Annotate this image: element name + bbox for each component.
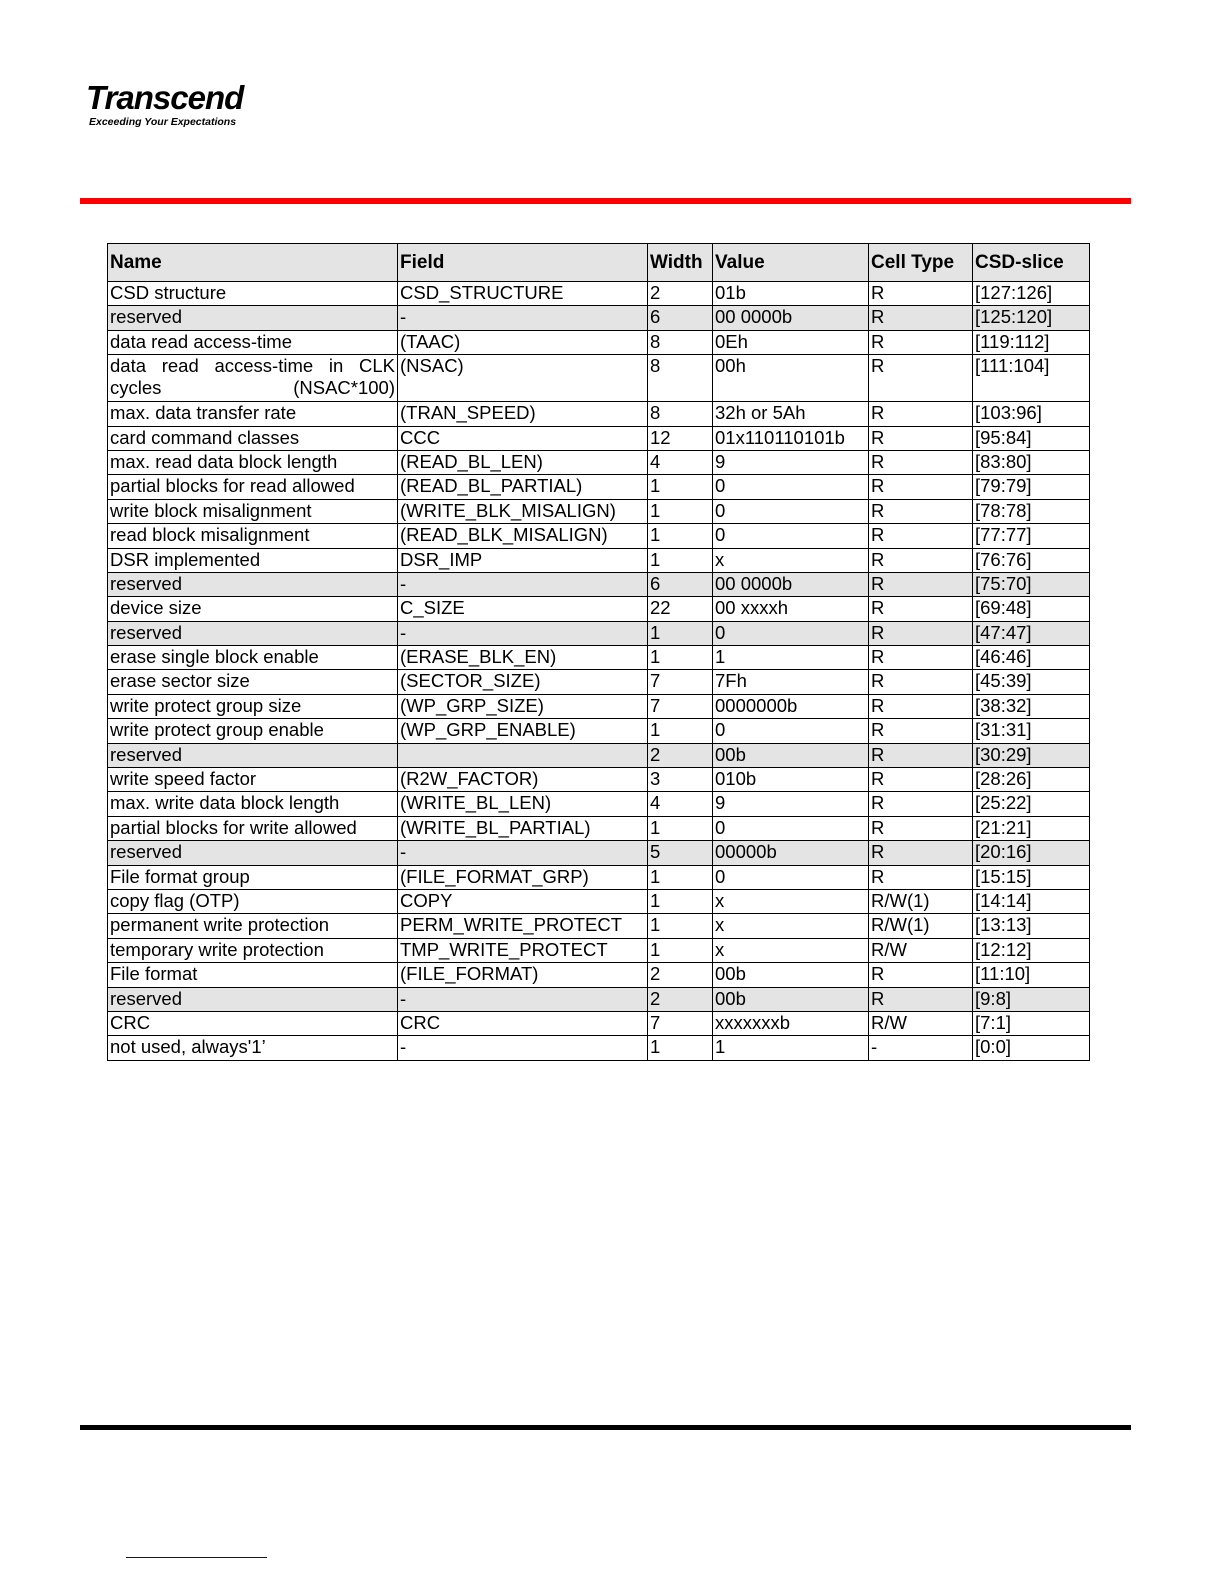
cell-width: 1 xyxy=(648,719,713,743)
cell-name: reserved xyxy=(108,572,398,596)
cell-field: TMP_WRITE_PROTECT xyxy=(398,938,648,962)
logo-wordmark: Transcend xyxy=(86,79,244,116)
cell-slice: [38:32] xyxy=(973,694,1090,718)
cell-value: 00 xxxxh xyxy=(713,597,869,621)
cell-width: 8 xyxy=(648,402,713,426)
cell-slice: [14:14] xyxy=(973,889,1090,913)
cell-slice: [76:76] xyxy=(973,548,1090,572)
table-row xyxy=(108,355,1090,402)
cell-slice: [21:21] xyxy=(973,816,1090,840)
cell-field: CCC xyxy=(398,426,648,450)
cell-type: R xyxy=(869,330,973,354)
cell-value: x xyxy=(713,914,869,938)
header-divider xyxy=(80,198,1131,204)
cell-slice: [47:47] xyxy=(973,621,1090,645)
cell-slice: [46:46] xyxy=(973,646,1090,670)
cell-name: reserved xyxy=(108,306,398,330)
cell-name: CRC xyxy=(108,1011,398,1035)
cell-width: 1 xyxy=(648,548,713,572)
cell-type: R xyxy=(869,621,973,645)
cell-slice: [95:84] xyxy=(973,426,1090,450)
cell-name: reserved xyxy=(108,987,398,1011)
cell-slice: [13:13] xyxy=(973,914,1090,938)
cell-name: data read access-time xyxy=(108,330,398,354)
table-row xyxy=(108,330,1090,354)
table-row xyxy=(108,889,1090,913)
cell-width: 8 xyxy=(648,355,713,402)
cell-slice: [7:1] xyxy=(973,1011,1090,1035)
cell-width: 7 xyxy=(648,1011,713,1035)
cell-width: 1 xyxy=(648,646,713,670)
cell-value: 00b xyxy=(713,743,869,767)
cell-type: R xyxy=(869,524,973,548)
cell-value: 1 xyxy=(713,1036,869,1060)
cell-slice: [69:48] xyxy=(973,597,1090,621)
cell-value: 0Eh xyxy=(713,330,869,354)
cell-value: 00b xyxy=(713,963,869,987)
cell-name: File format group xyxy=(108,865,398,889)
cell-value: 1 xyxy=(713,646,869,670)
cell-width: 7 xyxy=(648,694,713,718)
cell-name: reserved xyxy=(108,841,398,865)
cell-type: R xyxy=(869,987,973,1011)
cell-type: R xyxy=(869,426,973,450)
cell-slice: [75:70] xyxy=(973,572,1090,596)
cell-name: DSR implemented xyxy=(108,548,398,572)
cell-slice: [12:12] xyxy=(973,938,1090,962)
cell-name: write protect group enable xyxy=(108,719,398,743)
cell-width: 2 xyxy=(648,743,713,767)
cell-field: - xyxy=(398,841,648,865)
cell-value: 7Fh xyxy=(713,670,869,694)
cell-width: 4 xyxy=(648,450,713,474)
cell-width: 2 xyxy=(648,963,713,987)
cell-slice: [103:96] xyxy=(973,402,1090,426)
cell-field: (TAAC) xyxy=(398,330,648,354)
cell-value: xxxxxxxb xyxy=(713,1011,869,1035)
cell-type: R/W(1) xyxy=(869,914,973,938)
cell-field: - xyxy=(398,572,648,596)
table-row xyxy=(108,402,1090,426)
cell-type: R xyxy=(869,572,973,596)
table-row xyxy=(108,816,1090,840)
cell-type: R xyxy=(869,841,973,865)
cell-slice: [25:22] xyxy=(973,792,1090,816)
cell-name: read block misalignment xyxy=(108,524,398,548)
table-row xyxy=(108,743,1090,767)
cell-name: write protect group size xyxy=(108,694,398,718)
cell-type: R xyxy=(869,792,973,816)
header-csd-slice: CSD-slice xyxy=(973,244,1090,282)
table-row xyxy=(108,865,1090,889)
table-row xyxy=(108,719,1090,743)
cell-field: - xyxy=(398,306,648,330)
table-row xyxy=(108,572,1090,596)
cell-name: write block misalignment xyxy=(108,499,398,523)
cell-width: 1 xyxy=(648,914,713,938)
table-row xyxy=(108,426,1090,450)
cell-value: 010b xyxy=(713,768,869,792)
cell-name: permanent write protection xyxy=(108,914,398,938)
cell-name xyxy=(108,355,398,402)
cell-width: 6 xyxy=(648,572,713,596)
cell-width: 2 xyxy=(648,282,713,306)
cell-field: C_SIZE xyxy=(398,597,648,621)
cell-field: - xyxy=(398,987,648,1011)
cell-type: R xyxy=(869,597,973,621)
cell-value: 9 xyxy=(713,450,869,474)
table-row xyxy=(108,621,1090,645)
table-row xyxy=(108,768,1090,792)
cell-type: R/W(1) xyxy=(869,889,973,913)
cell-type: R xyxy=(869,646,973,670)
cell-width: 6 xyxy=(648,306,713,330)
cell-value: 32h or 5Ah xyxy=(713,402,869,426)
table-row xyxy=(108,475,1090,499)
cell-type: R/W xyxy=(869,1011,973,1035)
cell-field: CRC xyxy=(398,1011,648,1035)
header-value: Value xyxy=(713,244,869,282)
table-body xyxy=(108,282,1090,1061)
cell-name-text: data read access-time in CLK cycles (NSAC*100) xyxy=(110,355,395,399)
table-row xyxy=(108,1036,1090,1060)
table-row xyxy=(108,282,1090,306)
transcend-logo xyxy=(86,80,243,128)
cell-type: - xyxy=(869,1036,973,1060)
cell-name: temporary write protection xyxy=(108,938,398,962)
header-width: Width xyxy=(648,244,713,282)
cell-slice: [31:31] xyxy=(973,719,1090,743)
table-row xyxy=(108,499,1090,523)
cell-width: 22 xyxy=(648,597,713,621)
cell-slice: [15:15] xyxy=(973,865,1090,889)
cell-width: 1 xyxy=(648,524,713,548)
cell-value: 0 xyxy=(713,865,869,889)
cell-value: x xyxy=(713,889,869,913)
cell-value: 00000b xyxy=(713,841,869,865)
cell-width: 1 xyxy=(648,1036,713,1060)
table-row xyxy=(108,548,1090,572)
cell-slice: [0:0] xyxy=(973,1036,1090,1060)
cell-type: R xyxy=(869,499,973,523)
cell-width: 7 xyxy=(648,670,713,694)
cell-name: reserved xyxy=(108,743,398,767)
cell-field: (WRITE_BL_LEN) xyxy=(398,792,648,816)
cell-value: 0 xyxy=(713,719,869,743)
cell-type: R xyxy=(869,719,973,743)
cell-value: 00 0000b xyxy=(713,572,869,596)
cell-width: 3 xyxy=(648,768,713,792)
cell-field: (WP_GRP_SIZE) xyxy=(398,694,648,718)
cell-slice: [77:77] xyxy=(973,524,1090,548)
cell-slice: [83:80] xyxy=(973,450,1090,474)
cell-name: card command classes xyxy=(108,426,398,450)
cell-width: 1 xyxy=(648,816,713,840)
cell-value: 9 xyxy=(713,792,869,816)
cell-value: 01x110110101b xyxy=(713,426,869,450)
cell-name: max. read data block length xyxy=(108,450,398,474)
cell-value: 0 xyxy=(713,475,869,499)
cell-width: 1 xyxy=(648,475,713,499)
cell-width: 2 xyxy=(648,987,713,1011)
table-row xyxy=(108,841,1090,865)
table-row xyxy=(108,597,1090,621)
cell-name: write speed factor xyxy=(108,768,398,792)
cell-slice: [127:126] xyxy=(973,282,1090,306)
cell-name: device size xyxy=(108,597,398,621)
cell-width: 1 xyxy=(648,499,713,523)
cell-field: - xyxy=(398,1036,648,1060)
cell-slice: [9:8] xyxy=(973,987,1090,1011)
cell-width: 5 xyxy=(648,841,713,865)
table-row xyxy=(108,646,1090,670)
cell-name: copy flag (OTP) xyxy=(108,889,398,913)
cell-field: PERM_WRITE_PROTECT xyxy=(398,914,648,938)
cell-slice: [79:79] xyxy=(973,475,1090,499)
header-field: Field xyxy=(398,244,648,282)
cell-value: 0 xyxy=(713,816,869,840)
table-row xyxy=(108,792,1090,816)
cell-field: (WRITE_BL_PARTIAL) xyxy=(398,816,648,840)
cell-name: CSD structure xyxy=(108,282,398,306)
cell-name: max. write data block length xyxy=(108,792,398,816)
table-row xyxy=(108,963,1090,987)
cell-type: R xyxy=(869,282,973,306)
cell-field: (FILE_FORMAT_GRP) xyxy=(398,865,648,889)
table-row xyxy=(108,306,1090,330)
table-row xyxy=(108,670,1090,694)
cell-name: max. data transfer rate xyxy=(108,402,398,426)
header-name: Name xyxy=(108,244,398,282)
cell-field xyxy=(398,743,648,767)
cell-field: (ERASE_BLK_EN) xyxy=(398,646,648,670)
csd-register-table xyxy=(107,243,1090,1061)
table-header-row xyxy=(108,244,1090,282)
cell-slice: [45:39] xyxy=(973,670,1090,694)
cell-value: x xyxy=(713,548,869,572)
cell-field: (READ_BLK_MISALIGN) xyxy=(398,524,648,548)
cell-field: (NSAC) xyxy=(398,355,648,402)
cell-type: R xyxy=(869,402,973,426)
cell-type: R xyxy=(869,475,973,499)
table-row xyxy=(108,938,1090,962)
cell-field: (R2W_FACTOR) xyxy=(398,768,648,792)
cell-slice: [11:10] xyxy=(973,963,1090,987)
cell-value: 00h xyxy=(713,355,869,402)
cell-value: 0 xyxy=(713,499,869,523)
cell-type: R xyxy=(869,670,973,694)
cell-name: erase sector size xyxy=(108,670,398,694)
cell-name: File format xyxy=(108,963,398,987)
cell-slice: [78:78] xyxy=(973,499,1090,523)
cell-field: COPY xyxy=(398,889,648,913)
cell-type: R xyxy=(869,355,973,402)
cell-name: not used, always'1’ xyxy=(108,1036,398,1060)
cell-value: 0000000b xyxy=(713,694,869,718)
table-row xyxy=(108,1011,1090,1035)
cell-name: erase single block enable xyxy=(108,646,398,670)
cell-value: 0 xyxy=(713,524,869,548)
header-cell-type: Cell Type xyxy=(869,244,973,282)
cell-width: 1 xyxy=(648,938,713,962)
cell-width: 1 xyxy=(648,865,713,889)
cell-slice: [111:104] xyxy=(973,355,1090,402)
cell-slice: [30:29] xyxy=(973,743,1090,767)
cell-field: (WRITE_BLK_MISALIGN) xyxy=(398,499,648,523)
cell-value: 01b xyxy=(713,282,869,306)
cell-width: 12 xyxy=(648,426,713,450)
cell-field: - xyxy=(398,621,648,645)
cell-slice: [20:16] xyxy=(973,841,1090,865)
cell-field: (FILE_FORMAT) xyxy=(398,963,648,987)
cell-field: (READ_BL_LEN) xyxy=(398,450,648,474)
footer-link-underline[interactable] xyxy=(126,1557,267,1558)
cell-type: R xyxy=(869,450,973,474)
cell-type: R xyxy=(869,548,973,572)
cell-type: R xyxy=(869,768,973,792)
cell-value: 00 0000b xyxy=(713,306,869,330)
cell-type: R xyxy=(869,816,973,840)
cell-field: (TRAN_SPEED) xyxy=(398,402,648,426)
cell-field: (READ_BL_PARTIAL) xyxy=(398,475,648,499)
cell-name: partial blocks for write allowed xyxy=(108,816,398,840)
cell-name: partial blocks for read allowed xyxy=(108,475,398,499)
cell-slice: [119:112] xyxy=(973,330,1090,354)
cell-width: 4 xyxy=(648,792,713,816)
table-row xyxy=(108,524,1090,548)
table-row xyxy=(108,450,1090,474)
cell-type: R/W xyxy=(869,938,973,962)
cell-type: R xyxy=(869,694,973,718)
cell-value: 00b xyxy=(713,987,869,1011)
cell-width: 1 xyxy=(648,889,713,913)
cell-field: DSR_IMP xyxy=(398,548,648,572)
table-row xyxy=(108,694,1090,718)
cell-value: 0 xyxy=(713,621,869,645)
cell-type: R xyxy=(869,306,973,330)
footer-divider xyxy=(80,1425,1131,1430)
cell-name: reserved xyxy=(108,621,398,645)
table-row xyxy=(108,914,1090,938)
cell-slice: [125:120] xyxy=(973,306,1090,330)
cell-field: (SECTOR_SIZE) xyxy=(398,670,648,694)
cell-field: (WP_GRP_ENABLE) xyxy=(398,719,648,743)
cell-value: x xyxy=(713,938,869,962)
cell-width: 8 xyxy=(648,330,713,354)
logo-tagline: Exceeding Your Expectations xyxy=(89,116,237,128)
cell-slice: [28:26] xyxy=(973,768,1090,792)
cell-type: R xyxy=(869,743,973,767)
table-row xyxy=(108,987,1090,1011)
cell-field: CSD_STRUCTURE xyxy=(398,282,648,306)
cell-width: 1 xyxy=(648,621,713,645)
cell-type: R xyxy=(869,963,973,987)
cell-type: R xyxy=(869,865,973,889)
